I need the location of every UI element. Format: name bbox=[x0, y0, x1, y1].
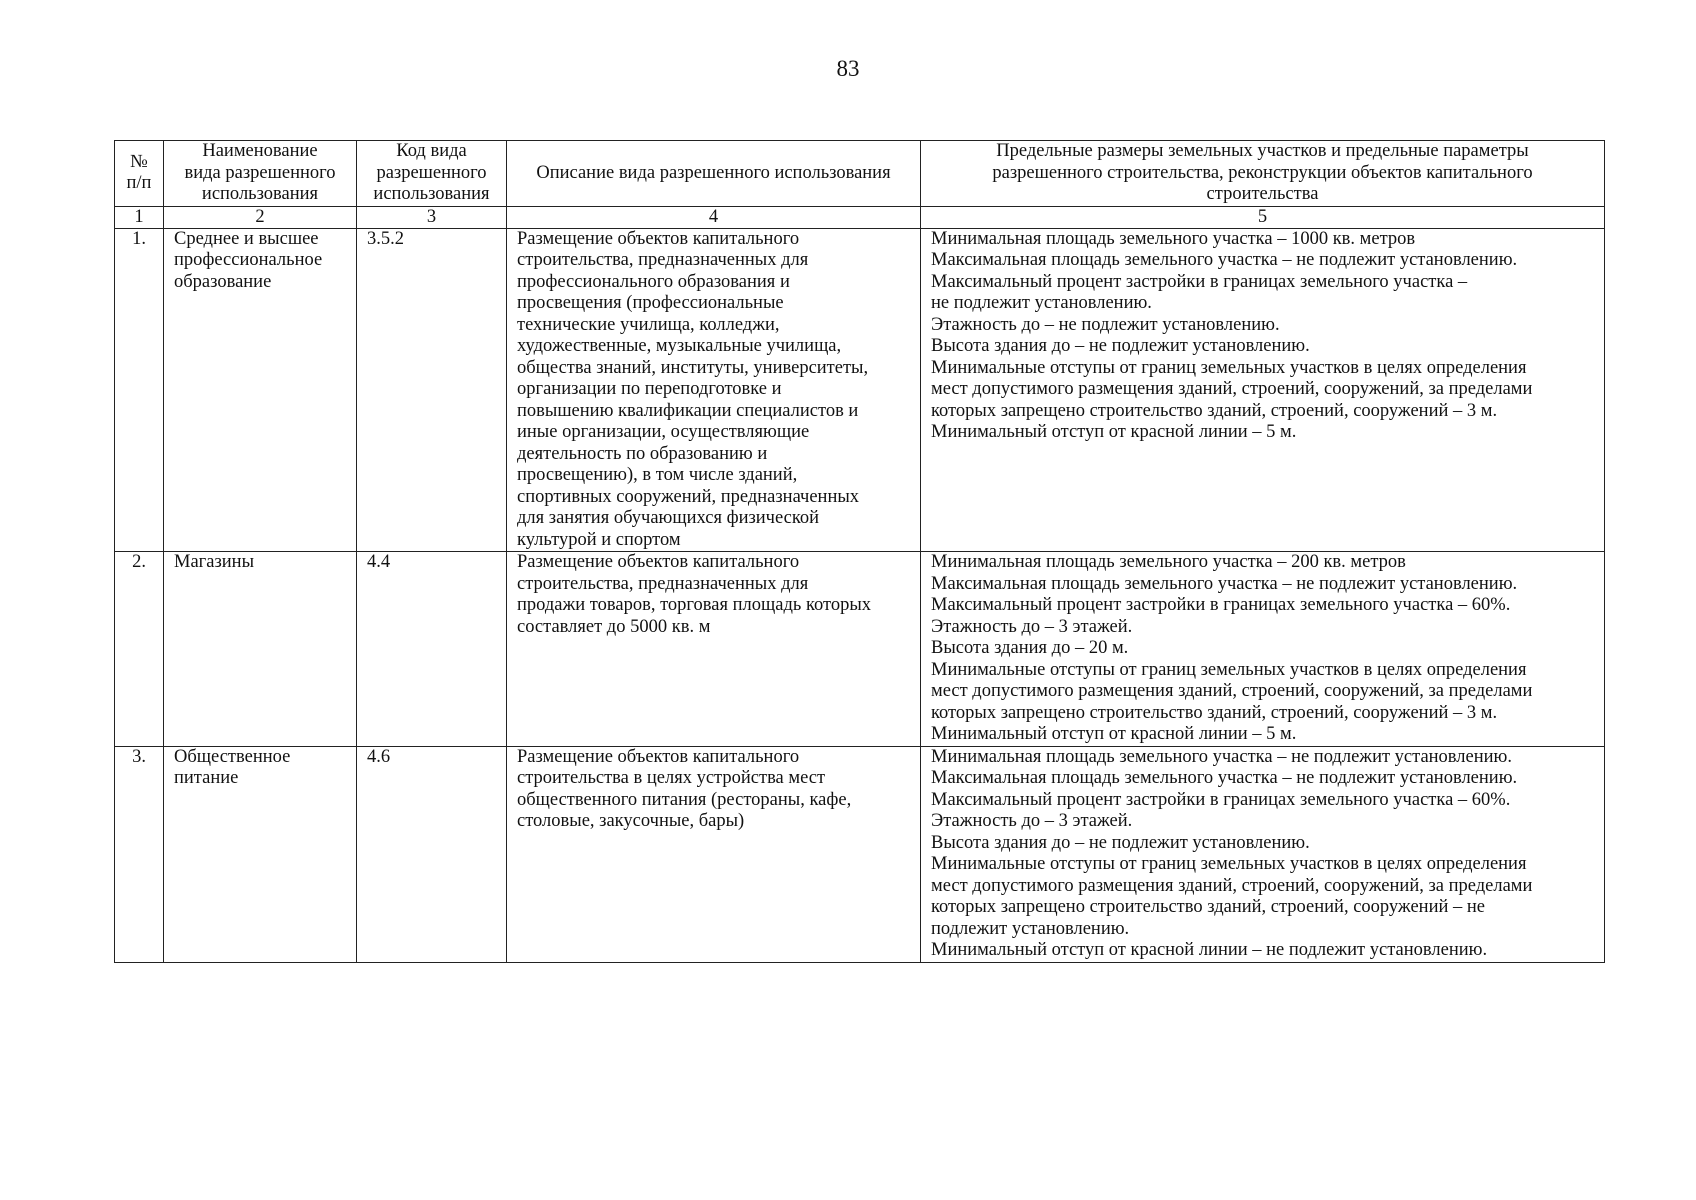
header-description-text bbox=[513, 163, 914, 185]
text-line: профессионального образования и bbox=[517, 271, 790, 292]
row-number: 2. bbox=[115, 552, 164, 747]
text-line: продажи товаров, торговая площадь которых bbox=[517, 595, 872, 615]
use-parameters bbox=[931, 229, 1600, 444]
text-line: общественного питания (рестораны, кафе, bbox=[517, 789, 852, 810]
text-line: подлежит установлению. bbox=[931, 918, 1130, 939]
text-line: Высота здания до – 20 м. bbox=[931, 638, 1129, 658]
text-line: Минимальные отступы от границ земельных участков в целях определения bbox=[931, 854, 1527, 874]
text-line: Максимальная площадь земельного участка – не подлежит установлению. bbox=[931, 768, 1518, 788]
text-line: Минимальные отступы от границ земельных участков в целях определения bbox=[931, 357, 1527, 378]
description-cell bbox=[507, 746, 921, 962]
text-line: строительства, предназначенных для bbox=[517, 250, 809, 270]
text-line: просвещению), в том числе зданий, bbox=[517, 465, 798, 485]
text-line: не подлежит установлению. bbox=[931, 293, 1152, 313]
text-line: столовые, закусочные, бары) bbox=[517, 811, 745, 831]
text-line: Этажность до – 3 этажей. bbox=[931, 811, 1133, 831]
text-line: Размещение объектов капитального bbox=[517, 228, 800, 249]
text-line: строительства в целях устройства мест bbox=[517, 768, 826, 788]
text-line: Общественное bbox=[174, 746, 291, 767]
header-use-code-text bbox=[363, 141, 500, 206]
text-line: Магазины bbox=[174, 552, 254, 572]
text-line: Предельные размеры земельных участков и предельные параметры bbox=[996, 141, 1529, 161]
header-parameters bbox=[921, 141, 1605, 207]
use-name-cell bbox=[164, 552, 357, 747]
text-line: Описание вида разрешенного использования bbox=[536, 162, 891, 183]
text-line: которых запрещено строительство зданий, строений, сооружений – 3 м. bbox=[931, 400, 1498, 421]
text-line: разрешенного bbox=[376, 162, 487, 183]
text-line: мест допустимого размещения зданий, строений, сооружений, за пределами bbox=[931, 379, 1533, 399]
parameters-cell bbox=[921, 552, 1605, 747]
table-row bbox=[115, 746, 1605, 962]
text-line: просвещения (профессиональные bbox=[517, 293, 784, 313]
column-number: 3 bbox=[357, 206, 507, 228]
use-code: 4.4 bbox=[357, 552, 507, 747]
text-line: мест допустимого размещения зданий, строений, сооружений, за пределами bbox=[931, 681, 1533, 701]
row-number: 3. bbox=[115, 746, 164, 962]
text-line: образование bbox=[174, 271, 272, 292]
parameters-cell bbox=[921, 228, 1605, 552]
use-parameters bbox=[931, 747, 1600, 962]
text-line: использования bbox=[201, 184, 319, 204]
use-name bbox=[174, 229, 346, 294]
text-line: Максимальный процент застройки в границах земельного участка – 60%. bbox=[931, 595, 1511, 615]
column-number: 5 bbox=[921, 206, 1605, 228]
text-line: Код вида bbox=[396, 141, 467, 161]
text-line: строительства bbox=[1206, 184, 1319, 204]
use-name bbox=[174, 552, 346, 574]
header-use-name-text bbox=[170, 141, 350, 206]
text-line: повышению квалификации специалистов и bbox=[517, 400, 859, 421]
header-use-name bbox=[164, 141, 357, 207]
zoning-table bbox=[114, 140, 1605, 963]
column-number: 4 bbox=[507, 206, 921, 228]
text-line: Минимальный отступ от красной линии – не подлежит установлению. bbox=[931, 940, 1488, 960]
text-line: Размещение объектов капитального bbox=[517, 552, 800, 572]
text-line: Максимальная площадь земельного участка – не подлежит установлению. bbox=[931, 250, 1518, 270]
text-line: спортивных сооружений, предназначенных bbox=[517, 486, 860, 507]
header-use-code bbox=[357, 141, 507, 207]
use-name bbox=[174, 747, 346, 790]
page-number: 83 bbox=[836, 56, 860, 81]
text-line: Максимальный процент застройки в границах земельного участка – bbox=[931, 271, 1468, 292]
text-line: Минимальный отступ от красной линии – 5 м. bbox=[931, 724, 1297, 744]
text-line: профессиональное bbox=[174, 250, 323, 270]
column-number: 2 bbox=[164, 206, 357, 228]
row-number: 1. bbox=[115, 228, 164, 552]
text-line: которых запрещено строительство зданий, строений, сооружений – 3 м. bbox=[931, 702, 1498, 723]
text-line: общества знаний, институты, университеты, bbox=[517, 357, 869, 378]
table-row bbox=[115, 552, 1605, 747]
text-line: деятельность по образованию и bbox=[517, 443, 768, 464]
text-line: Минимальная площадь земельного участка – 200 кв. метров bbox=[931, 552, 1406, 572]
header-parameters-text bbox=[927, 141, 1598, 206]
table-row bbox=[115, 228, 1605, 552]
text-line: Этажность до – 3 этажей. bbox=[931, 616, 1133, 637]
parameters-cell bbox=[921, 746, 1605, 962]
text-line: иные организации, осуществляющие bbox=[517, 422, 810, 442]
header-row bbox=[115, 141, 1605, 207]
text-line: строительства, предназначенных для bbox=[517, 573, 809, 594]
header-number-text bbox=[121, 152, 157, 195]
use-name-cell bbox=[164, 746, 357, 962]
text-line: № bbox=[130, 151, 148, 172]
use-name-cell bbox=[164, 228, 357, 552]
text-line: питание bbox=[174, 768, 239, 788]
column-number: 1 bbox=[115, 206, 164, 228]
text-line: Максимальная площадь земельного участка – не подлежит установлению. bbox=[931, 573, 1518, 594]
text-line: Среднее и высшее bbox=[174, 228, 319, 249]
use-code: 3.5.2 bbox=[357, 228, 507, 552]
text-line: для занятия обучающихся физической bbox=[517, 508, 820, 528]
use-code: 4.6 bbox=[357, 746, 507, 962]
text-line: п/п bbox=[126, 173, 152, 194]
text-line: культурой и спортом bbox=[517, 529, 681, 550]
text-line: которых запрещено строительство зданий, строений, сооружений – не bbox=[931, 897, 1485, 917]
text-line: мест допустимого размещения зданий, строений, сооружений, за пределами bbox=[931, 875, 1533, 896]
use-description bbox=[517, 229, 910, 552]
text-line: Размещение объектов капитального bbox=[517, 746, 800, 767]
text-line: организации по переподготовке и bbox=[517, 379, 782, 399]
text-line: вида разрешенного bbox=[184, 162, 336, 183]
use-description bbox=[517, 747, 910, 833]
header-description bbox=[507, 141, 921, 207]
text-line: разрешенного строительства, реконструкции объектов капитального bbox=[992, 162, 1533, 183]
header-number bbox=[115, 141, 164, 207]
use-description bbox=[517, 552, 910, 638]
column-number-row bbox=[115, 206, 1605, 228]
description-cell bbox=[507, 228, 921, 552]
text-line: Высота здания до – не подлежит установлению. bbox=[931, 336, 1310, 356]
use-parameters bbox=[931, 552, 1600, 746]
text-line: Наименование bbox=[202, 141, 318, 161]
text-line: Максимальный процент застройки в границах земельного участка – 60%. bbox=[931, 789, 1511, 810]
text-line: составляет до 5000 кв. м bbox=[517, 616, 711, 637]
text-line: Минимальные отступы от границ земельных участков в целях определения bbox=[931, 659, 1527, 680]
text-line: технические училища, колледжи, bbox=[517, 314, 780, 335]
text-line: Минимальный отступ от красной линии – 5 м. bbox=[931, 422, 1297, 442]
description-cell bbox=[507, 552, 921, 747]
text-line: Высота здания до – не подлежит установлению. bbox=[931, 832, 1310, 853]
text-line: Этажность до – не подлежит установлению. bbox=[931, 314, 1280, 335]
text-line: Минимальная площадь земельного участка – не подлежит установлению. bbox=[931, 746, 1512, 767]
text-line: художественные, музыкальные училища, bbox=[517, 336, 842, 356]
text-line: использования bbox=[373, 184, 490, 204]
text-line: Минимальная площадь земельного участка – 1000 кв. метров bbox=[931, 228, 1416, 249]
